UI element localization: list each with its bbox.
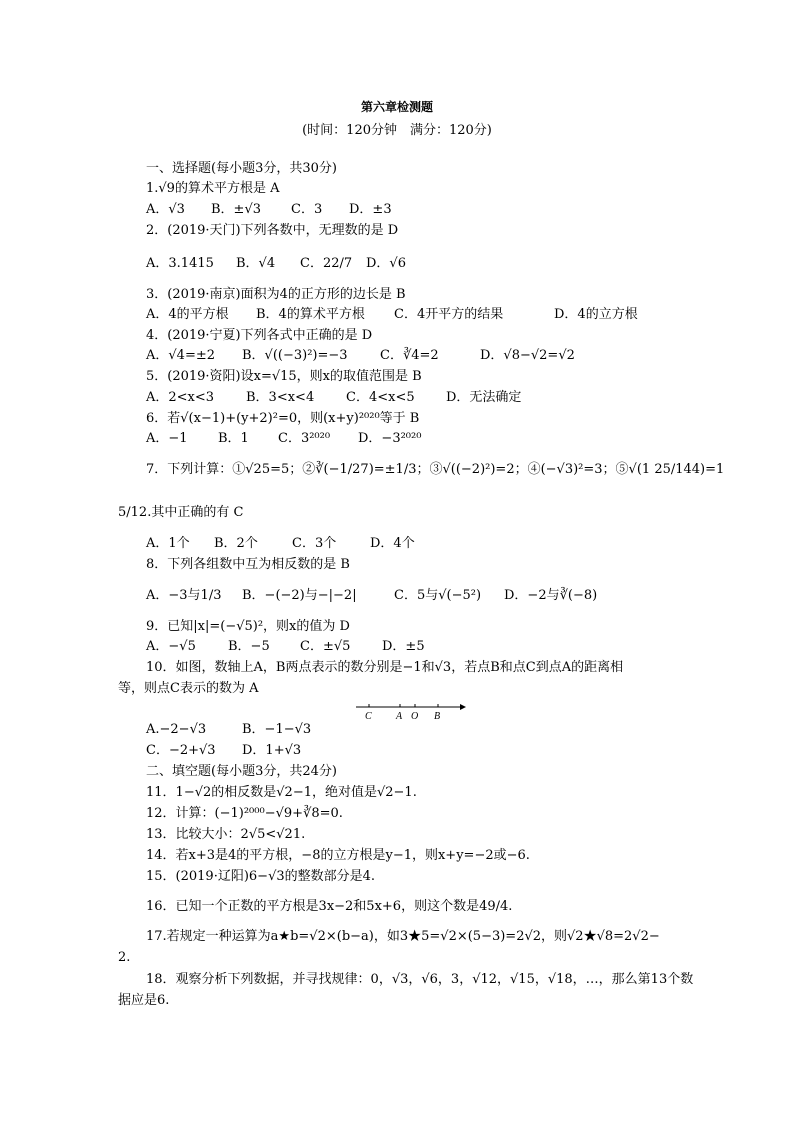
question-9-stem: 9．已知|x|=(−√5)²，则x的值为 D (146, 619, 350, 634)
number-line-figure (356, 700, 466, 722)
point-label-a: A (396, 711, 403, 722)
option-a: A.−2−√3 (146, 722, 207, 737)
question-2-stem: 2．(2019·天门)下列各数中，无理数的是 D (146, 223, 399, 238)
question-2-options (146, 256, 406, 272)
option-a: A．−3与1/3 (146, 588, 222, 603)
page-title: 第六章检测题 (360, 100, 433, 114)
question-18: 18．观察分析下列数据，并寻找规律：0，√3，√6，3，√12，√15，√18，…，那么第13个数 (146, 972, 694, 987)
option-d: D．4个 (370, 536, 415, 551)
option-d: D．1+√3 (242, 743, 302, 758)
option-a: A．−1 (146, 431, 188, 446)
option-a: A．√3 (146, 202, 185, 217)
question-3-options (146, 307, 638, 323)
option-b: B．4的算术平方根 (256, 307, 365, 322)
option-d: D．−3²⁰²⁰ (358, 431, 422, 446)
question-9-options (146, 639, 425, 655)
point-label-c: C (365, 711, 372, 722)
question-1-options (146, 202, 392, 218)
option-a: A．−√5 (146, 639, 196, 654)
question-14: 14．若x+3是4的平方根，−8的立方根是y−1，则x+y=−2或−6. (146, 848, 530, 863)
question-6-options (146, 431, 421, 447)
question-17-continued: 2. (118, 950, 131, 965)
option-d: D．±3 (349, 202, 392, 217)
point-label-b: B (434, 711, 441, 722)
option-b: B．√4 (236, 256, 276, 271)
section-heading-choice: 一、选择题(每小题3分，共30分) (146, 161, 337, 176)
page-subtitle: (时间：120分钟 满分：120分) (302, 123, 492, 138)
arrow-right-icon (460, 704, 466, 710)
option-d: D．无法确定 (446, 390, 522, 405)
question-7-options (146, 536, 415, 552)
question-15: 15．(2019·辽阳)6−√3的整数部分是4. (146, 869, 376, 884)
option-b: B．−(−2)与−|−2| (242, 588, 357, 603)
question-7-stem: 7．下列计算：①√25=5；②∛(−1/27)=±1/3；③√((−2)²)=2；④(−√3)²=3；⑤√(1 25/144)=1 (146, 462, 725, 477)
option-c: C．−2+√3 (146, 743, 216, 758)
question-10-options-row2 (146, 743, 301, 759)
option-b: B．−5 (228, 639, 270, 654)
option-c: C．22/7 (300, 256, 353, 271)
question-3-stem: 3．(2019·南京)面积为4的正方形的边长是 B (146, 287, 406, 302)
option-b: B．±√3 (211, 202, 262, 217)
option-b: B．1 (218, 431, 249, 446)
question-12: 12．计算：(−1)²⁰⁰⁰−√9+∛8=0. (146, 806, 343, 821)
question-7-stem-continued: 5/12.其中正确的有 C (118, 505, 244, 520)
option-c: C．5与√(−5²) (394, 588, 482, 603)
option-c: C．∛4=2 (380, 348, 439, 363)
section-heading-fill-in: 二、填空题(每小题3分，共24分) (146, 764, 337, 779)
option-c: C．3 (291, 202, 323, 217)
option-a: A．4的平方根 (146, 307, 229, 322)
option-b: B．3<x<4 (246, 390, 315, 405)
option-b: B．−1−√3 (242, 722, 312, 737)
option-c: C．4<x<5 (346, 390, 415, 405)
option-a: A．3.1415 (146, 256, 214, 271)
option-b: B．2个 (214, 536, 258, 551)
option-a: A．1个 (146, 536, 190, 551)
question-18-continued: 据应是6. (118, 993, 170, 1008)
point-label-o: O (411, 711, 419, 722)
option-d: D．√8−√2=√2 (480, 348, 575, 363)
option-a: A．√4=±2 (146, 348, 215, 363)
question-10-stem: 10．如图，数轴上A，B两点表示的数分别是−1和√3，若点B和点C到点A的距离相 (146, 660, 624, 675)
question-13: 13．比较大小：2√5<√21. (146, 827, 306, 842)
option-d: D．4的立方根 (554, 307, 638, 322)
question-5-stem: 5．(2019·资阳)设x=√15，则x的取值范围是 B (146, 369, 422, 384)
question-4-stem: 4．(2019·宁夏)下列各式中正确的是 D (146, 328, 373, 343)
question-10-options-row1 (146, 722, 311, 738)
option-c: C．3个 (292, 536, 337, 551)
option-c: C．±√5 (300, 639, 351, 654)
question-1-stem: 1.√9的算术平方根是 A (146, 181, 280, 196)
option-b: B．√((−3)²)=−3 (242, 348, 348, 363)
question-10-stem-continued: 等，则点C表示的数为 A (118, 681, 259, 696)
question-4-options (146, 348, 575, 364)
question-11: 11．1−√2的相反数是√2−1，绝对值是√2−1. (146, 785, 417, 800)
question-6-stem: 6．若√(x−1)+(y+2)²=0，则(x+y)²⁰²⁰等于 B (146, 411, 420, 426)
question-8-stem: 8．下列各组数中互为相反数的是 B (146, 557, 350, 572)
question-5-options (146, 390, 521, 406)
option-d: D．±5 (382, 639, 425, 654)
question-8-options (146, 588, 597, 604)
option-a: A．2<x<3 (146, 390, 215, 405)
question-16: 16．已知一个正数的平方根是3x−2和5x+6，则这个数是49/4. (146, 899, 513, 914)
option-d: D．−2与∛(−8) (504, 588, 598, 603)
option-c: C．3²⁰²⁰ (278, 431, 331, 446)
question-17: 17.若规定一种运算为a★b=√2×(b−a)，如3★5=√2×(5−3)=2√2，则√2★√8=2√2− (146, 929, 660, 944)
option-c: C．4开平方的结果 (394, 307, 504, 322)
option-d: D．√6 (366, 256, 406, 271)
